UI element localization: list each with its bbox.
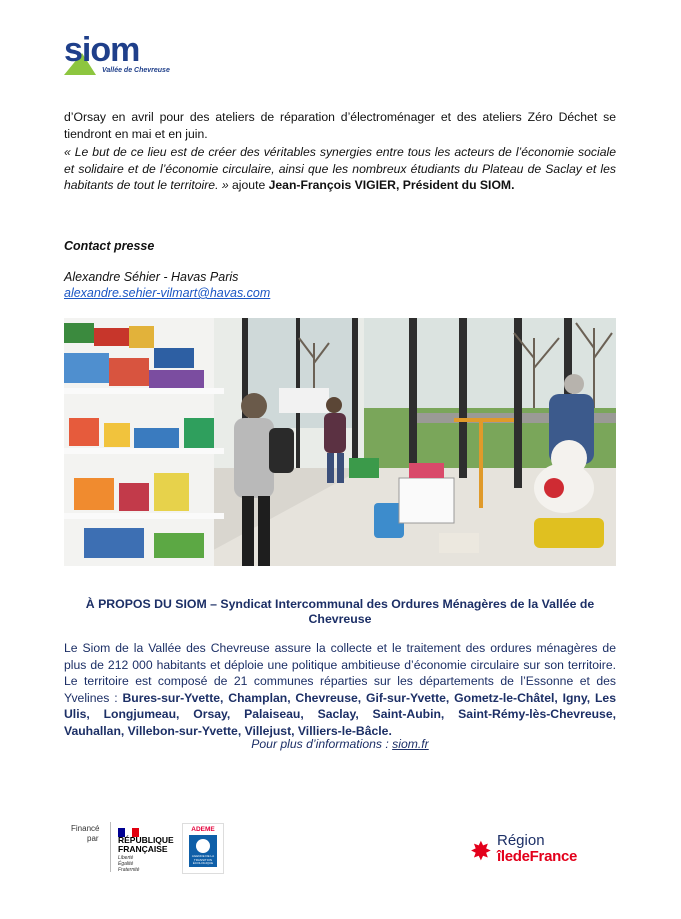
- about-text: [64, 640, 616, 740]
- rf-name-line-2: FRANÇAISE: [118, 844, 168, 854]
- about-intro: Le Siom de la Vallée des Chevreuse assure la collecte et le traitement des ordures ménagères de plus de 212 000 habitants et déploie une politique ambitieuse d’économie circulaire sur son territoire. Le territoire est composé de 21 communes réparties sur les départements de l’Essonne et des Yvelines :: [64, 641, 616, 705]
- contact-title: Contact presse: [64, 239, 155, 253]
- region-idf-logo: [470, 832, 610, 868]
- idf-name-label: îledeFrance: [497, 848, 578, 865]
- ademe-logo: [182, 823, 224, 874]
- more-info-prefix: Pour plus d’informations :: [251, 737, 393, 751]
- body-paragraph-1: d’Orsay en avril pour des ateliers de réparation d’électroménager et des ateliers Zéro Déchet se tiendront en mai et en juin.: [64, 110, 616, 141]
- ademe-emblem-icon: [189, 835, 217, 867]
- siom-website-link[interactable]: siom.fr: [392, 737, 429, 751]
- french-flag-icon: [118, 824, 140, 833]
- logo-wordmark: siom: [64, 31, 140, 69]
- quote-attrib-prefix: ajoute: [228, 178, 269, 192]
- idf-star-icon: ✸: [470, 836, 492, 866]
- body-paragraph-quote: [64, 144, 616, 194]
- more-info: [64, 737, 616, 751]
- about-title: À PROPOS DU SIOM – Syndicat Intercommunal des Ordures Ménagères de la Vallée de Chevreuse: [85, 597, 595, 626]
- financed-line-2: par: [87, 834, 99, 843]
- idf-region-label: Région: [497, 832, 545, 849]
- about-communes: Bures-sur-Yvette, Champlan, Chevreuse, Gif-sur-Yvette, Gometz-le-Châtel, Igny, Les Ulis, Longjumeau, Orsay, Palaiseau, Saclay, Saint-Aubin, Saint-Rémy-lès-Chevreuse, Vauhallan, Villebon-sur-Yvette, Villejust, Villiers-le-Bâcle.: [64, 690, 616, 738]
- ademe-tagline: AGENCE DE LA TRANSITION ÉCOLOGIQUE: [191, 854, 215, 865]
- contact-email-link[interactable]: alexandre.sehier-vilmart@havas.com: [64, 286, 271, 300]
- ademe-label: ADEME: [191, 826, 215, 833]
- republique-francaise-logo: [110, 822, 180, 874]
- rf-motto: Liberté Égalité Fraternité: [118, 855, 140, 873]
- store-photo: [64, 318, 616, 566]
- quote-attribution: Jean-François VIGIER, Président du SIOM.: [268, 178, 515, 192]
- rf-name: [118, 836, 174, 854]
- contact-name: Alexandre Séhier - Havas Paris: [64, 270, 239, 284]
- logo-subtitle: Vallée de Chevreuse: [102, 67, 170, 74]
- financed-line-1: Financé: [71, 824, 100, 833]
- financed-by-label: [71, 824, 99, 844]
- rf-name-line-1: RÉPUBLIQUE: [118, 835, 174, 845]
- quote-text: « Le but de ce lieu est de créer des véritables synergies entre tous les acteurs de l’économie sociale et solidaire et de l’économie circulaire, ainsi que les nombreux étudiants du Plateau de Saclay et les habitants de tout le territoire. »: [64, 145, 616, 192]
- store-photo-illustration: [64, 318, 616, 566]
- siom-logo: [62, 33, 172, 77]
